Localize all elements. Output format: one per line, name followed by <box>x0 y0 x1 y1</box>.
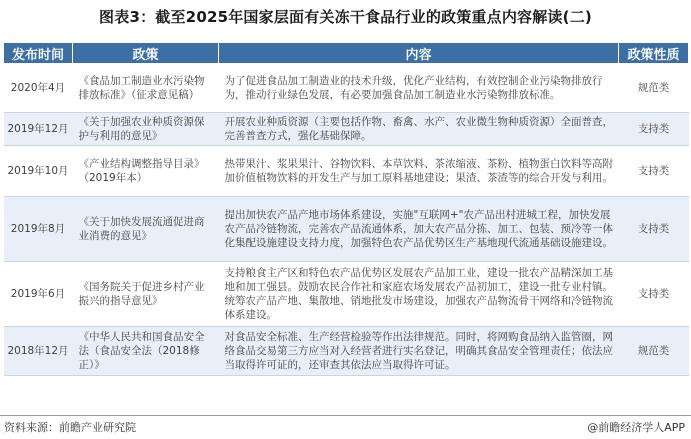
cell-content: 热带果汁、浆果果汁、谷物饮料、本草饮料、茶浓缩液、茶粉、植物蛋白饮料等高附加价值植物饮料的开发生产与加工原料基地建设；果渣、茶渣等的综合开发与利用。 <box>219 146 619 197</box>
footer <box>0 415 691 436</box>
cell-type: 规范类 <box>619 64 689 113</box>
cell-date: 2018年12月 <box>4 327 73 376</box>
cell-date: 2019年12月 <box>4 113 73 146</box>
table-row <box>4 113 689 146</box>
cell-policy: 《中华人民共和国食品安全法（食品安全法（2018修正）》 <box>73 327 219 376</box>
cell-policy: 《关于加快发展流通促进商业消费的意见》 <box>73 197 219 262</box>
cell-type: 支持类 <box>619 146 689 197</box>
cell-type: 支持类 <box>619 197 689 262</box>
column-header-content: 内容 <box>219 43 619 64</box>
cell-content: 提出加快农产品产地市场体系建设，实施"互联网+"农产品出村进城工程，加快发展农产品冷链物流，完善农产品流通体系，加大农产品分拣、加工、包装、预冷等一体化集配设施建设支持力度，加强特色农产品优势区生产基地现代流通基础设施建设。 <box>219 197 619 262</box>
brand-credit: @前瞻经济学人APP <box>587 421 685 434</box>
policy-table <box>3 42 689 376</box>
cell-type: 支持类 <box>619 262 689 327</box>
cell-content: 支持粮食主产区和特色农产品优势区发展农产品加工业，建设一批农产品精深加工基地和加工强县。鼓励农民合作社和家庭农场发展农产品初加工，建设一批专业村镇。统筹农产品产地、集散地、销地批发市场建设，加强农产品物流骨干网络和冷链物流体系建设。 <box>219 262 619 327</box>
cell-content: 为了促进食品加工制造业的技术升级，优化产业结构，有效控制企业污染物排放行为，推动行业绿色发展，有必要加强食品加工制造业水污染物排放标准。 <box>219 64 619 113</box>
chart-title: 图表3：截至2025年国家层面有关冻干食品行业的政策重点内容解读(二) <box>99 8 592 26</box>
table-row <box>4 327 689 376</box>
cell-date: 2020年4月 <box>4 64 73 113</box>
cell-policy: 《国务院关于促进乡村产业振兴的指导意见》 <box>73 262 219 327</box>
table-header-row <box>4 43 689 64</box>
column-header-date: 发布时间 <box>4 43 73 64</box>
source-note: 资料来源：前瞻产业研究院 <box>4 421 136 434</box>
column-header-type: 政策性质 <box>619 43 689 64</box>
cell-date: 2019年8月 <box>4 197 73 262</box>
cell-policy: 《食品加工制造业水污染物排放标准》（征求意见稿） <box>73 64 219 113</box>
table-row <box>4 64 689 113</box>
cell-policy: 《产业结构调整指导目录》（2019年本） <box>73 146 219 197</box>
cell-content: 对食品安全标准、生产经营检验等作出法律规范。同时，将网购食品纳入监管圈，网络食品交易第三方应当对入经营者进行实名登记，明确其食品安全管理责任；依法应当取得许可证的，还审查其依法应当取得许可证。 <box>219 327 619 376</box>
cell-type: 规范类 <box>619 327 689 376</box>
cell-date: 2019年6月 <box>4 262 73 327</box>
table-row <box>4 262 689 327</box>
cell-content: 开展农业种质资源（主要包括作物、畜禽、水产、农业微生物种质资源）全面普查，完善普查方式，强化基础保障。 <box>219 113 619 146</box>
cell-policy: 《关于加强农业种质资源保护与利用的意见》 <box>73 113 219 146</box>
table-row <box>4 146 689 197</box>
cell-date: 2019年10月 <box>4 146 73 197</box>
table-row <box>4 197 689 262</box>
cell-type: 支持类 <box>619 113 689 146</box>
column-header-policy: 政策 <box>73 43 219 64</box>
